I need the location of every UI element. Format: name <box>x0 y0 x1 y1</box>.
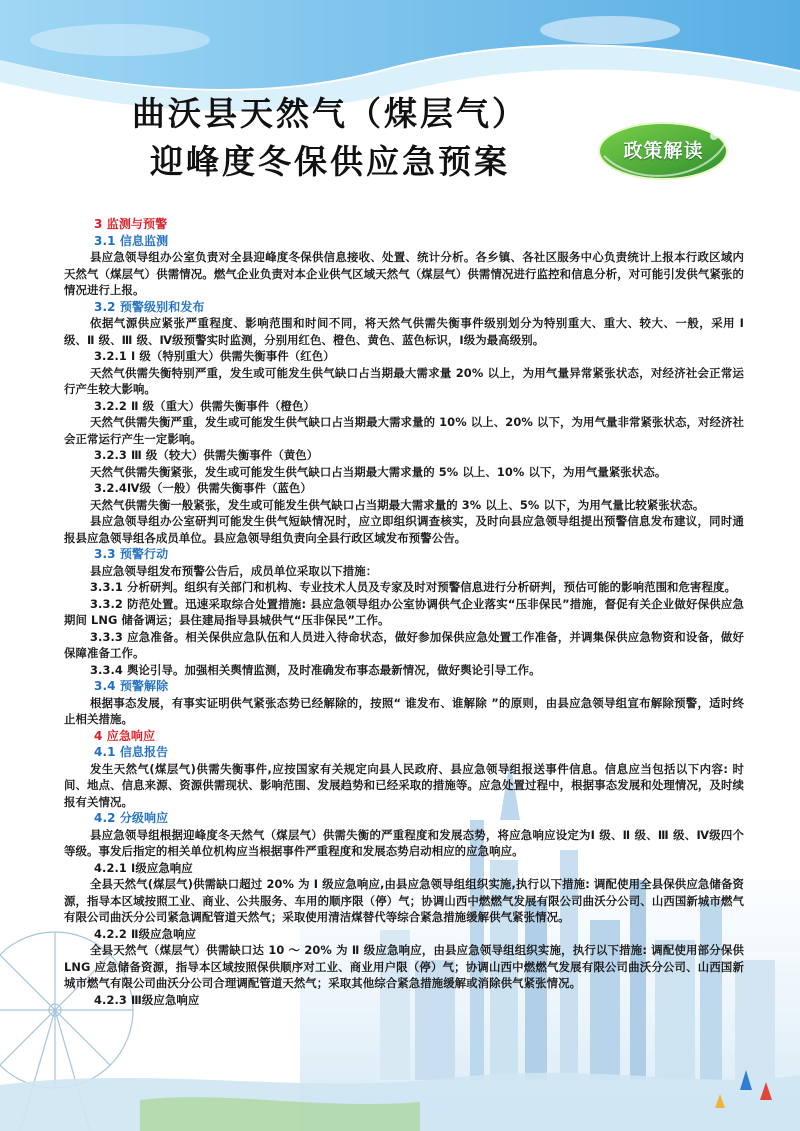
paragraph: 天然气供需失衡特别严重，发生或可能发生供气缺口占当期最大需求量 20% 以上，为用气量异常紧张状态，对经济社会正常运行产生较大影响。 <box>64 365 744 396</box>
paragraph: 县应急领导组办公室负责对全县迎峰度冬保供信息接收、处置、统计分析。各乡镇、各社区服务中心负责统计上报本行政区域内天然气（煤层气）供需情况。燃气企业负责对本企业供气区域天然气（煤层气）供需情况进行监控和信息分析，对可能引发供气紧张的情况进行上报。 <box>64 250 744 297</box>
subsection-heading: 3.2 预警级别和发布 <box>94 299 205 314</box>
section-heading: 4 应急响应 <box>94 728 156 743</box>
level-heading: 4.2.1 Ⅰ级应急响应 <box>94 860 193 875</box>
paragraph: 县应急领导组办公室研判可能发生供气短缺情况时，应立即组织调查核实，及时向县应急领导组提出预警信息发布建议，同时通报县应急领导组各成员单位。县应急领导组负责向全县行政区域发布预警公告。 <box>64 514 744 545</box>
paragraph: 县应急领导组发布预警公告后，成员单位采取以下措施： <box>90 563 378 578</box>
paragraph: 天然气供需失衡一般紧张，发生或可能发生供气缺口占当期最大需求量的 3% 以上、5% 以下，为用气量比较紧张状态。 <box>90 497 705 512</box>
policy-badge <box>596 118 731 184</box>
subsection-heading: 4.1 信息报告 <box>94 745 169 759</box>
subsection-heading: 3.4 预警解除 <box>94 679 169 693</box>
paragraph: 发生天然气(煤层气)供需失衡事件,应按国家有关规定向县人民政府、县应急领导组报送事件信息。信息应当包括以下内容: 时间、地点、信息来源、资源供需现状、影响范围、发展趋势和已经采取的措施等。应急处置过程中，根据事态发展和处理情况，及时续报有关情况。 <box>64 761 744 809</box>
level-heading: 3.2.1 Ⅰ 级（特别重大）供需失衡事件（红色） <box>94 349 335 363</box>
paragraph: 3.3.3 应急准备。相关保供应急队伍和人员进入待命状态，做好参加保供应急处置工作准备，并调集保供应急物资和设备，做好保障准备工作。 <box>64 629 744 660</box>
paragraph: 全县天然气(煤层气)供需缺口超过 20% 为 Ⅰ 级应急响应,由县应急领导组组织实施,执行以下措施: 调配使用全县保供应急储备资源，指导本区域按照工业、商业、公共服务、车用的顺序限（停）气；协调山西中燃燃气发展有限公司曲沃分公司、山西国新城市燃气有限公司曲沃分公司紧急调配管道天然气；采取使用清洁煤替代等综合紧急措施缓解供气紧张情况。 <box>64 877 744 924</box>
paragraph: 全县天然气（煤层气）供需缺口达 10 ～ 20% 为 Ⅱ 级应急响应，由县应急领导组组织实施，执行以下措施: 调配使用部分保供 LNG 应急储备资源，指导本区域按照保供顺序对工业、商业用户限（停）气；协调山西中燃燃气发展有限公司曲沃分公司、山西国新城市燃气有限公司曲沃分公司合理调配管道天然气；采取其他综合紧急措施缓解或消除供气紧张情况。 <box>64 943 744 990</box>
poster-title <box>95 90 565 186</box>
section-heading: 3 监测与预警 <box>94 217 168 231</box>
title-line-2: 迎峰度冬保供应急预案 <box>150 142 510 181</box>
subsection-heading: 3.3 预警行动 <box>94 547 169 561</box>
paragraph: 根据事态发展，有事实证明供气紧张态势已经解除的，按照“ 谁发布、谁解除 ”的原则，由县应急领导组宣布解除预警，适时终止相关措施。 <box>64 695 744 726</box>
level-heading: 3.2.3 Ⅲ 级（较大）供需失衡事件（黄色） <box>94 448 319 462</box>
document-body <box>64 216 744 1008</box>
subsection-heading: 4.2 分级响应 <box>94 811 169 825</box>
level-heading: 3.2.2 Ⅱ 级（重大）供需失衡事件（橙色） <box>94 398 316 413</box>
level-heading: 3.2.4Ⅳ级（一般）供需失衡事件（蓝色） <box>94 481 312 495</box>
subsection-heading: 3.1 信息监测 <box>94 233 169 248</box>
paragraph: 天然气供需失衡紧张，发生或可能发生供气缺口占当期最大需求量的 5% 以上、10% 以下，为用气量紧张状态。 <box>90 464 667 479</box>
badge-label: 政策解读 <box>623 140 704 162</box>
paragraph: 依据气源供应紧张严重程度、影响范围和时间不同，将天然气供需失衡事件级别划分为特别重大、重大、较大、一般，采用 Ⅰ 级、Ⅱ 级、Ⅲ 级、Ⅳ级预警实时监测，分别用红色、橙色、黄色、蓝色标识，Ⅰ级为最高级别。 <box>64 316 744 347</box>
title-line-1: 曲沃县天然气（煤层气） <box>132 94 528 133</box>
paragraph: 天然气供需失衡严重，发生或可能发生供气缺口占当期最大需求量的 10% 以上、20% 以下，为用气量非常紧张状态，对经济社会正常运行产生一定影响。 <box>64 415 744 446</box>
level-heading: 4.2.3 Ⅲ级应急响应 <box>94 992 200 1007</box>
paragraph: 3.3.2 防范处置。迅速采取综合处置措施: 县应急领导组办公室协调供气企业落实“压非保民”措施，督促有关企业做好保供应急期间 LNG 储备调运；县住建局指导县城供气“压非保民”工作。 <box>64 596 744 627</box>
level-heading: 4.2.2 Ⅱ级应急响应 <box>94 926 197 941</box>
paragraph: 3.3.1 分析研判。组织有关部门和机构、专业技术人员及专家及时对预警信息进行分析研判，预估可能的影响范围和危害程度。 <box>90 580 737 594</box>
paragraph: 3.3.4 舆论引导。加强相关舆情监测，及时准确发布事态最新情况，做好舆论引导工作。 <box>90 662 541 677</box>
paragraph: 县应急领导组根据迎峰度冬天然气（煤层气）供需失衡的严重程度和发展态势，将应急响应设定为Ⅰ 级、Ⅱ 级、Ⅲ 级、Ⅳ级四个等级。事发后指定的相关单位机构应当根据事件严重程度和发展态势启动相应的应急响应。 <box>64 827 744 858</box>
